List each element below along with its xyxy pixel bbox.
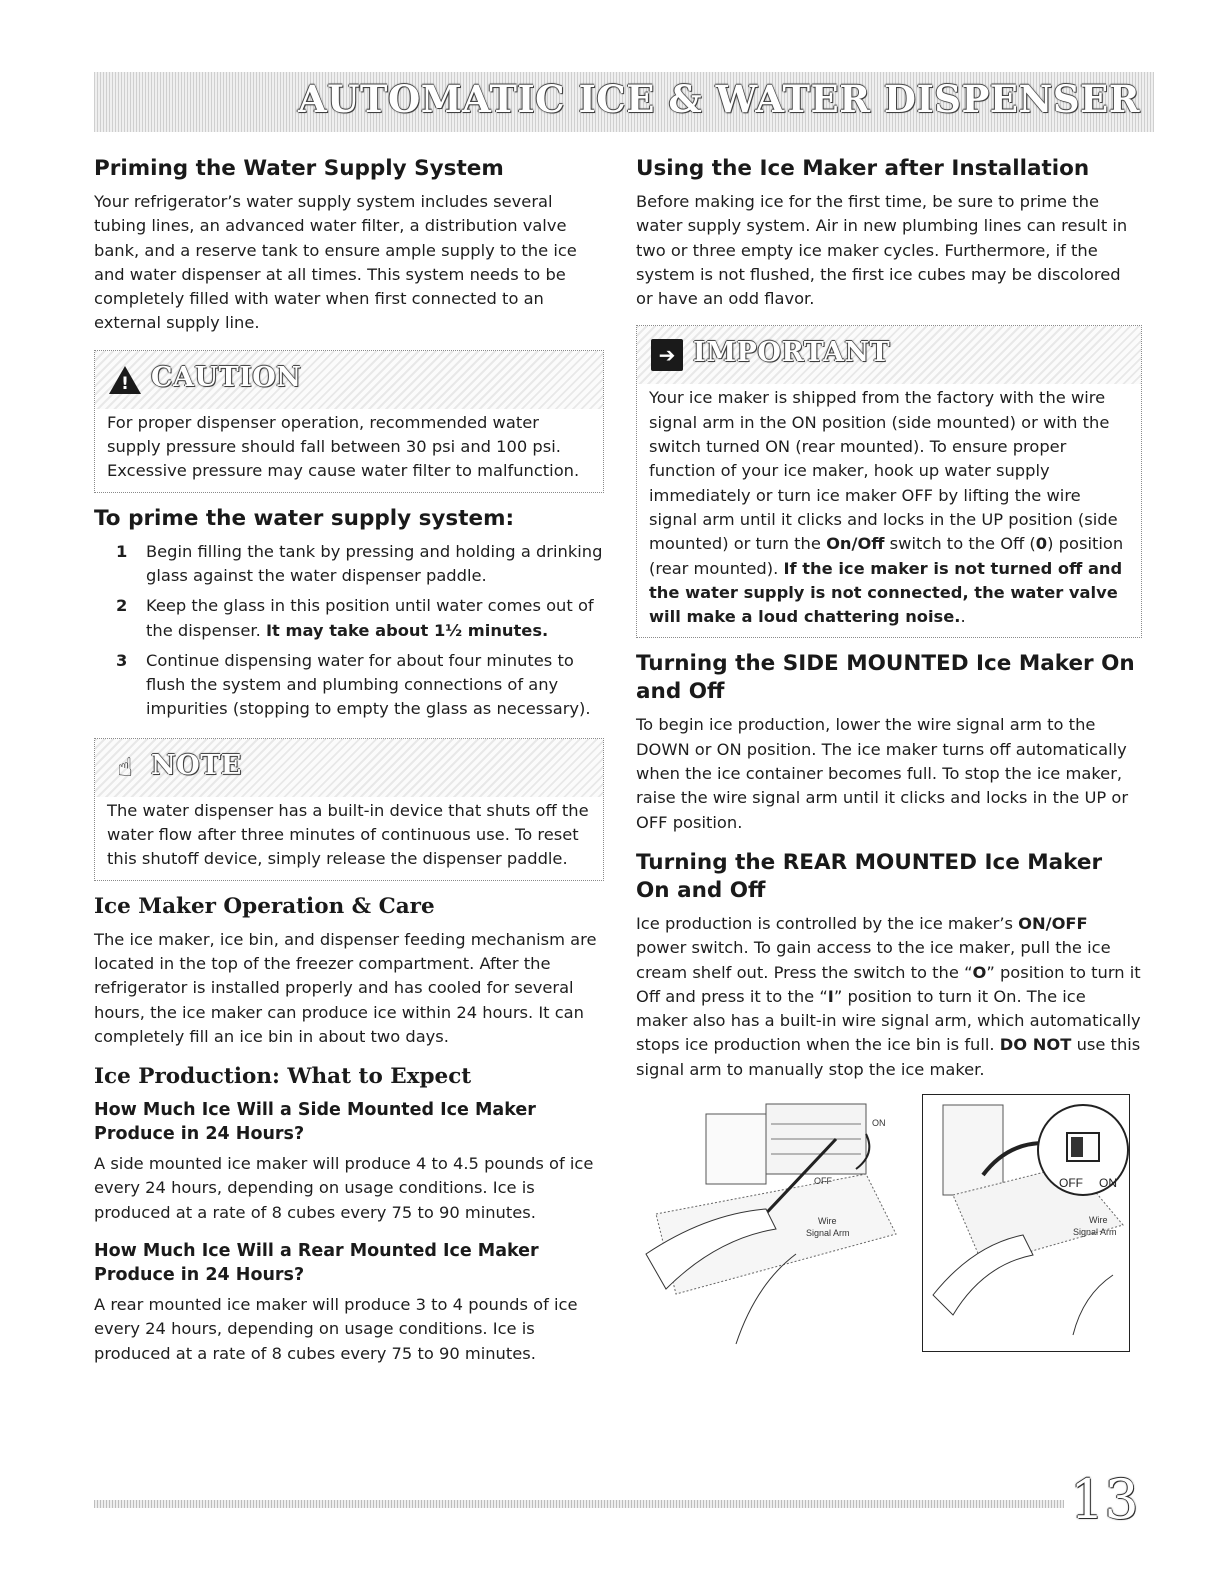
important-title: IMPORTANT	[693, 337, 891, 369]
important-body: Your ice maker is shipped from the factory with the wire signal arm in the ON position (side mounted) or with the switch turned ON (rear mounted). To ensure proper function of your ice maker, hook up water supply immediately or turn ice maker OFF by lifting the wire signal arm until it clicks and locks in the UP position (side mounted) or turn the On/Off switch to the Off (0) position (rear mounted). If the ice maker is not turned off and the water supply is not connected, the water valve will make a loud chattering noise..	[649, 388, 1124, 627]
right-column	[636, 155, 1142, 1354]
step-text: Keep the glass in this position until water comes out of the dispenser.	[146, 596, 594, 640]
rear-mounted-body: Ice production is controlled by the ice maker’s ON/OFF power switch. To gain access to the ice maker, pull the ice cream shelf out. Press the switch to the “O” position to turn it Off and press it to the “I” position to turn it On. The ice maker also has a built-in wire signal arm, which automatically stops ice production when the ice bin is full. DO NOT use this signal arm to manually stop the ice maker.	[636, 913, 1141, 1079]
after-install-body: Before making ice for the first time, be sure to prime the water supply system. Air in new plumbing lines can result in two or three empty ice maker cycles. Furthermore, if the system is not flushed, the first ice cubes may be discolored or have an odd flavor.	[636, 192, 1128, 309]
prime-steps-list	[94, 540, 604, 722]
page-number: 13	[1070, 1468, 1139, 1531]
rear-mounted-heading: Turning the REAR MOUNTED Ice Maker On and Off	[636, 849, 1103, 903]
warning-triangle-icon: !	[109, 364, 141, 396]
production-heading: Ice Production: What to Expect	[94, 1064, 472, 1090]
list-item	[116, 540, 604, 589]
label-off: OFF	[814, 1176, 832, 1187]
caution-callout	[94, 350, 604, 493]
label-on: ON	[872, 1118, 886, 1129]
side-mounted-heading: Turning the SIDE MOUNTED Ice Maker On and Off	[636, 651, 1135, 705]
rear-mounted-illustration	[922, 1094, 1130, 1352]
label-on: ON	[1099, 1176, 1117, 1191]
priming-body: Your refrigerator’s water supply system includes several tubing lines, an advanced water filter, a distribution valve bank, and a reserve tank to ensure ample supply to the ice and water dispenser at all times. This system needs to be completely filled with water when first connected to an external supply line.	[94, 192, 577, 333]
page-title: AUTOMATIC ICE & WATER DISPENSER	[297, 77, 1140, 121]
caution-body: For proper dispenser operation, recommended water supply pressure should fall between 30 psi and 100 psi. Excessive pressure may cause water filter to malfunction.	[107, 412, 580, 481]
note-header	[95, 739, 603, 797]
important-callout	[636, 325, 1142, 638]
arrow-right-icon: ➔	[651, 339, 683, 371]
step-number: 1	[116, 541, 128, 561]
prime-steps-heading: To prime the water supply system:	[94, 505, 515, 531]
step-number: 2	[116, 596, 128, 616]
operation-body: The ice maker, ice bin, and dispenser feeding mechanism are located in the top of the freezer compartment. After the refrigerator is installed properly and has cooled for several hours, the ice maker can produce ice within 24 hours. It can completely fill an ice bin in about two days.	[94, 929, 597, 1046]
rear-answer: A rear mounted ice maker will produce 3 to 4 pounds of ice every 24 hours, depending on usage conditions. Ice is produced at a rate of 8 cubes every 75 to 90 minutes.	[94, 1295, 578, 1363]
label-signal-arm: Signal Arm	[806, 1228, 850, 1239]
rear-question: How Much Ice Will a Rear Mounted Ice Maker Produce in 24 Hours?	[94, 1241, 539, 1286]
side-answer: A side mounted ice maker will produce 4 to 4.5 pounds of ice every 24 hours, depending on usage conditions. Ice is produced at a rate of 8 cubes every 75 to 90 minutes.	[94, 1154, 594, 1222]
step-text: Continue dispensing water for about four minutes to flush the system and plumbing connections of any impurities (stopping to empty the glass as necessary).	[146, 650, 591, 719]
operation-heading: Ice Maker Operation & Care	[94, 893, 435, 919]
label-off: OFF	[1059, 1176, 1083, 1191]
caution-title: CAUTION	[151, 361, 302, 393]
step-emphasis: It may take about 1½ minutes.	[265, 620, 549, 640]
label-wire: Wire	[818, 1216, 837, 1227]
label-wire: Wire	[1089, 1215, 1108, 1226]
footer-strip	[94, 1500, 1064, 1508]
list-item	[116, 594, 604, 643]
side-mounted-illustration	[636, 1094, 904, 1350]
caution-header	[95, 351, 603, 409]
important-header	[637, 326, 1141, 384]
note-callout	[94, 738, 604, 881]
side-mounted-drawing	[636, 1094, 904, 1350]
step-number: 3	[116, 650, 128, 670]
note-body: The water dispenser has a built-in device that shuts off the water flow after three minutes of continuous use. To reset this shutoff device, simply release the dispenser paddle.	[107, 800, 589, 869]
rear-mounted-drawing	[923, 1095, 1129, 1351]
ice-maker-figures	[636, 1094, 1142, 1354]
side-mounted-body: To begin ice production, lower the wire signal arm to the DOWN or ON position. The ice maker turns off automatically when the ice container becomes full. To stop the ice maker, raise the wire signal arm until it clicks and locks in the UP or OFF position.	[636, 715, 1129, 832]
page-header-banner	[94, 72, 1154, 132]
pointing-hand-icon: ☝	[117, 752, 133, 783]
note-title: NOTE	[151, 749, 242, 781]
after-install-heading: Using the Ice Maker after Installation	[636, 156, 1090, 181]
step-text: Begin filling the tank by pressing and holding a drinking glass against the water dispenser paddle.	[146, 541, 603, 585]
priming-heading: Priming the Water Supply System	[94, 156, 504, 181]
list-item	[116, 649, 604, 722]
left-column	[94, 155, 604, 1366]
label-signal-arm: Signal Arm	[1073, 1227, 1117, 1238]
side-question: How Much Ice Will a Side Mounted Ice Maker Produce in 24 Hours?	[94, 1100, 536, 1145]
